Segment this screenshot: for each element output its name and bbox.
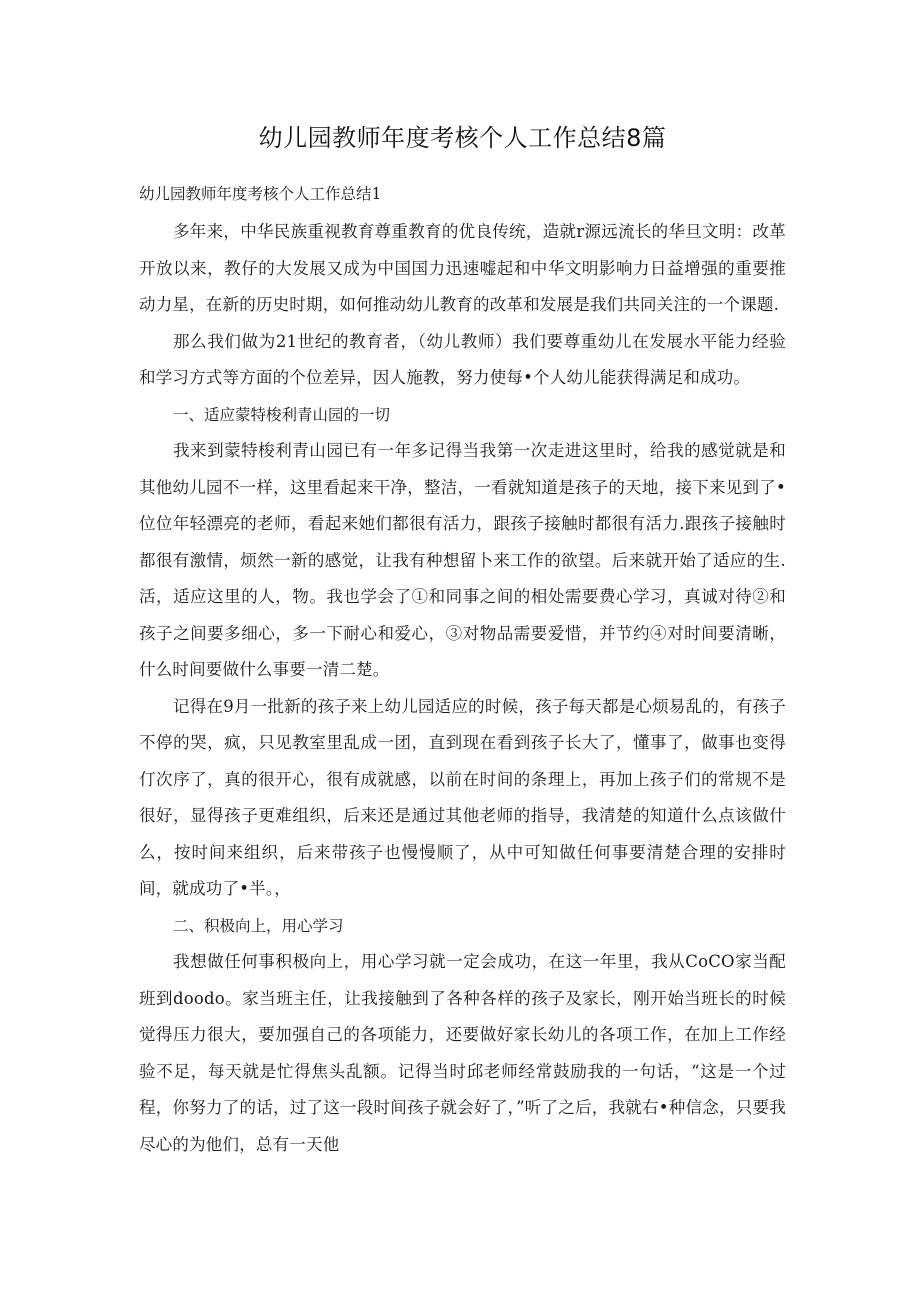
paragraph-educator: 那么我们做为21世纪的教育者，（幼儿教师）我们要尊重幼儿在发展水平能力经验和学习方式等方面的个位差异，因人施教，努力使每•个人幼儿能获得满足和成功。 (139, 331, 786, 387)
section-heading-positive: 二、积极向上，用心学习 (173, 916, 344, 935)
section-heading-adapt: 一、适应蒙特梭利青山园的一切 (173, 405, 391, 424)
paragraph-positive: 我想做任何事积极向上，用心学习就一定会成功，在这一年里，我从CoCO家当配班到doodo。家当班主任，让我接触到了各种各样的孩子及家长，刚开始当班长的时候觉得压力很大，要加强自己的各项能力，还要做好家长幼儿的各项工作，在加上工作经验不足，每天就是忙得焦头乱额。记得当时邱老师经常鼓励我的一句话，“这是一个过程，你努力了的话，过了这一段时间孩子就会好了，”听了之后，我就右•种信念，只要我尽心的为他们，总有一天他 (139, 952, 786, 1154)
paragraph-september: 记得在9月一批新的孩子来上幼儿园适应的时候，孩子每天都是心烦易乱的，有孩子不停的哭，疯，只见教室里乱成一团，直到现在看到孩子长大了，懂事了，做事也变得仃次序了，真的很开心，很有成就感，以前在时间的条理上，再加上孩子们的常规不是很好，显得孩子更难组织，后来还是通过其他老师的指导，我清楚的知道什么点该做什么，按时间来组织，后来带孩子也慢慢顺了，从中可知做任何事要清楚合理的安排时间，就成功了•半。， (139, 696, 786, 898)
document-title: 幼儿园教师年度考核个人工作总结8篇 (258, 124, 667, 152)
paragraph-intro: 多年来，中华民族重视教育尊重教育的优良传统，造就r源远流长的华旦文明：改革开放以来，教仔的大发展又成为中国国力迅速嘘起和中华文明影响力日益增强的重要推动力星，在新的历史时期，如何推动幼儿教育的改革和发展是我们共同关注的一个课题. (139, 222, 786, 314)
document-subtitle: 幼儿园教师年度考核个人工作总结1 (139, 185, 382, 203)
paragraph-adapt: 我来到蒙特梭利青山园已有一年多记得当我第一次走进这里时，给我的感觉就是和其他幼儿园不一样，这里看起来干净，整洁，一看就知道是孩子的天地，接下来见到了•位位年轻漂亮的老师，看起来她们都很有活力，跟孩子接触时都很有活力.跟孩子接触时都很有激情，烦然一新的感觉，让我有种想留卜来工作的欲望。后来就开始了适应的生.活，适应这里的人，物。我也学会了①和同事之间的相处需要费心学习，真诚对待②和孩子之间要多细心，多一下耐心和爱心，③对物品需要爱惜，并节约④对时间要清晰，什么时间要做什么事要一清二楚。 (139, 441, 786, 679)
